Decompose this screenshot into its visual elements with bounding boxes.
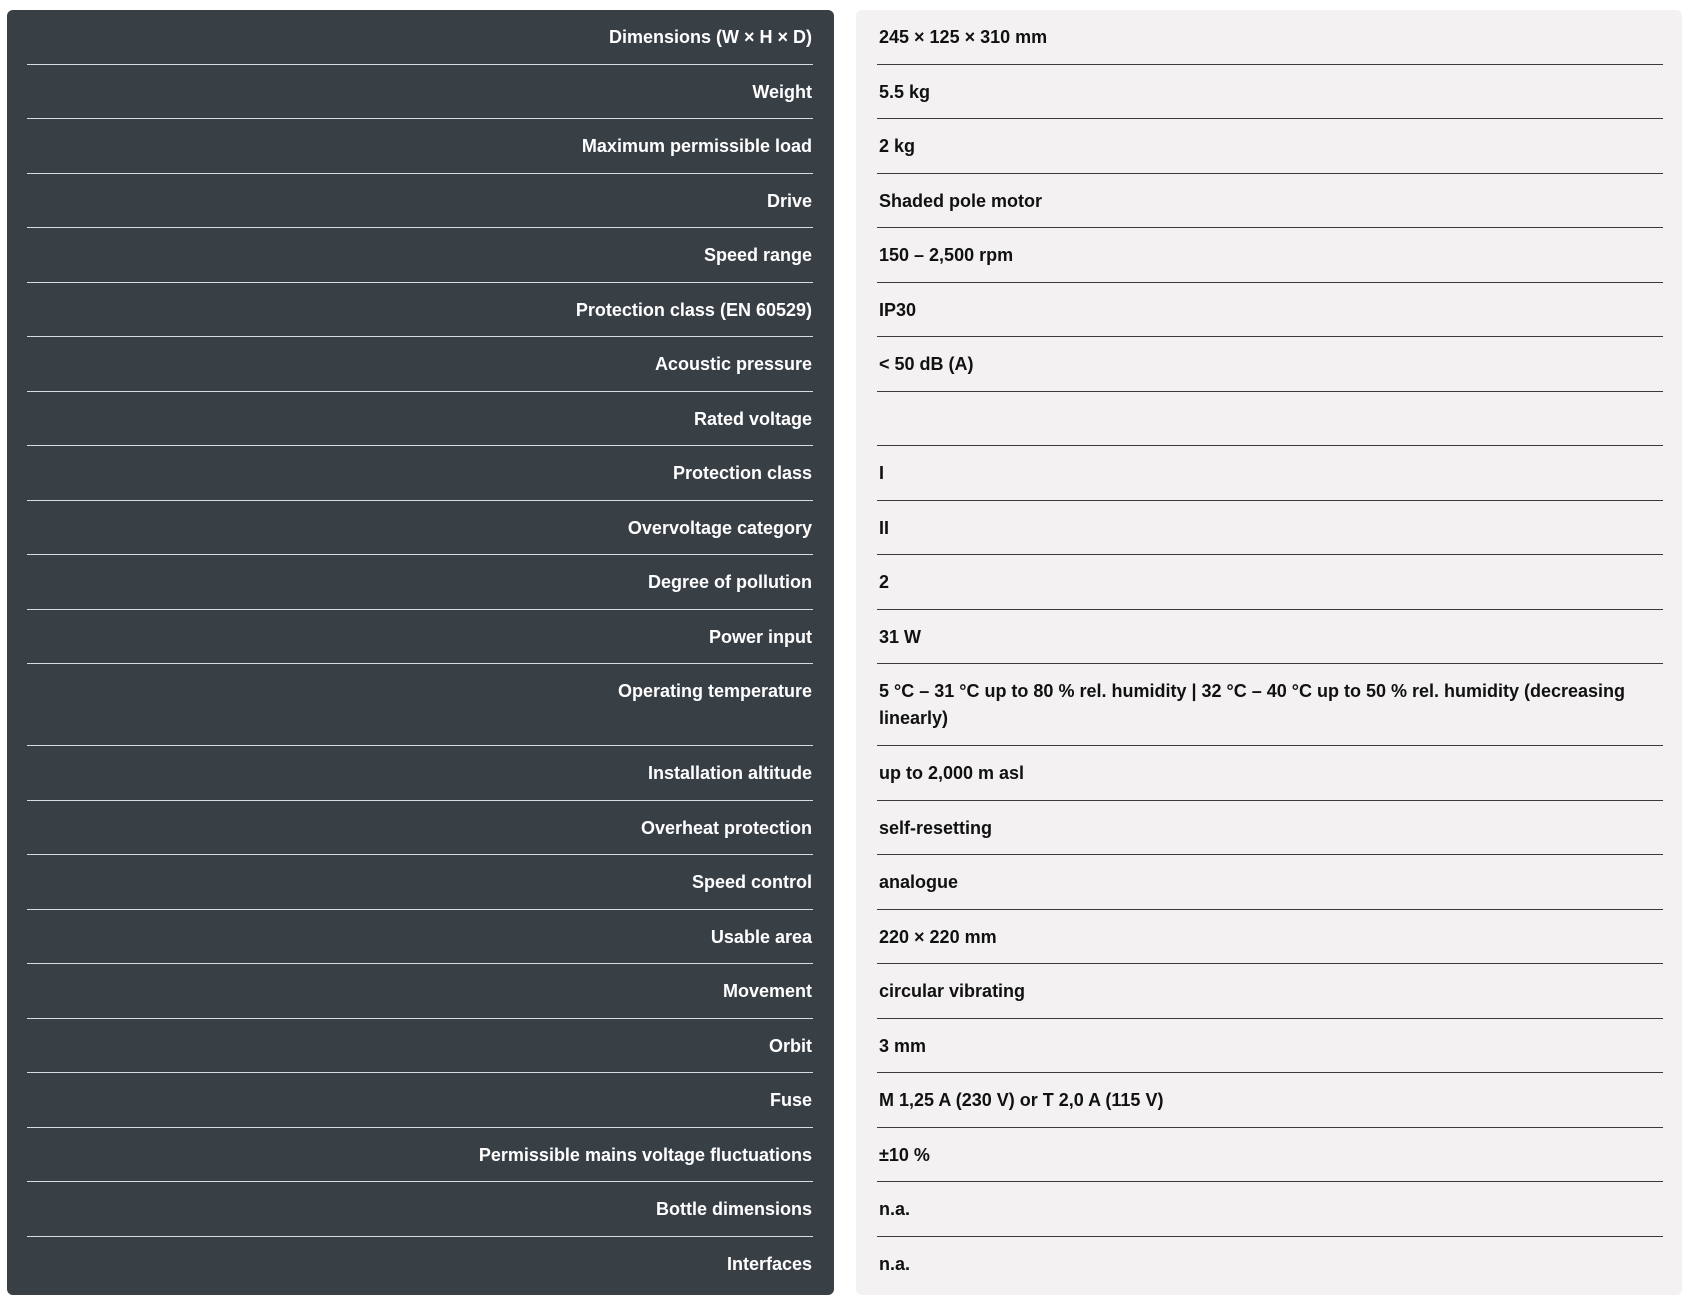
spec-value: Shaded pole motor	[877, 174, 1663, 229]
spec-value: ±10 %	[877, 1128, 1663, 1183]
spec-value-column	[877, 10, 1663, 1291]
spec-value: 150 – 2,500 rpm	[877, 228, 1663, 283]
spec-value: 2 kg	[877, 119, 1663, 174]
spec-label: Rated voltage	[27, 392, 813, 447]
spec-label: Speed control	[27, 855, 813, 910]
spec-value: 220 × 220 mm	[877, 910, 1663, 965]
spec-value: n.a.	[877, 1182, 1663, 1237]
spec-label: Degree of pollution	[27, 555, 813, 610]
spec-label: Fuse	[27, 1073, 813, 1128]
spec-value: 31 W	[877, 610, 1663, 665]
spec-label: Permissible mains voltage fluctuations	[27, 1128, 813, 1183]
spec-value: 3 mm	[877, 1019, 1663, 1074]
spec-value: < 50 dB (A)	[877, 337, 1663, 392]
spec-label: Dimensions (W × H × D)	[27, 10, 813, 65]
spec-label: Power input	[27, 610, 813, 665]
spec-value: circular vibrating	[877, 964, 1663, 1019]
spec-label: Bottle dimensions	[27, 1182, 813, 1237]
spec-value: self-resetting	[877, 801, 1663, 856]
spec-value: 245 × 125 × 310 mm	[877, 10, 1663, 65]
spec-value: I	[877, 446, 1663, 501]
spec-label-column	[27, 10, 813, 1291]
spec-label: Overvoltage category	[27, 501, 813, 556]
spec-value: M 1,25 A (230 V) or T 2,0 A (115 V)	[877, 1073, 1663, 1128]
spec-label: Overheat protection	[27, 801, 813, 856]
spec-label: Protection class	[27, 446, 813, 501]
spec-label: Maximum permissible load	[27, 119, 813, 174]
spec-label: Usable area	[27, 910, 813, 965]
spec-label: Orbit	[27, 1019, 813, 1074]
spec-label: Interfaces	[726, 1253, 812, 1274]
spec-value: 5.5 kg	[877, 65, 1663, 120]
spec-value: IP30	[877, 283, 1663, 338]
spec-label: Installation altitude	[27, 746, 813, 801]
spec-value: 2	[877, 555, 1663, 610]
spec-value: 5 °C – 31 °C up to 80 % rel. humidity | 32 °C – 40 °C up to 50 % rel. humidity (decreasing linearly)	[877, 664, 1663, 746]
spec-label: Movement	[27, 964, 813, 1019]
spec-label: Drive	[27, 174, 813, 229]
spec-value	[877, 392, 1663, 447]
spec-value: up to 2,000 m asl	[877, 746, 1663, 801]
spec-label: Operating temperature	[27, 664, 813, 746]
spec-value: n.a.	[879, 1253, 911, 1274]
spec-value: II	[877, 501, 1663, 556]
spec-label: Speed range	[27, 228, 813, 283]
spec-label: Weight	[27, 65, 813, 120]
spec-label: Protection class (EN 60529)	[27, 283, 813, 338]
spec-value: analogue	[877, 855, 1663, 910]
spec-label: Acoustic pressure	[27, 337, 813, 392]
